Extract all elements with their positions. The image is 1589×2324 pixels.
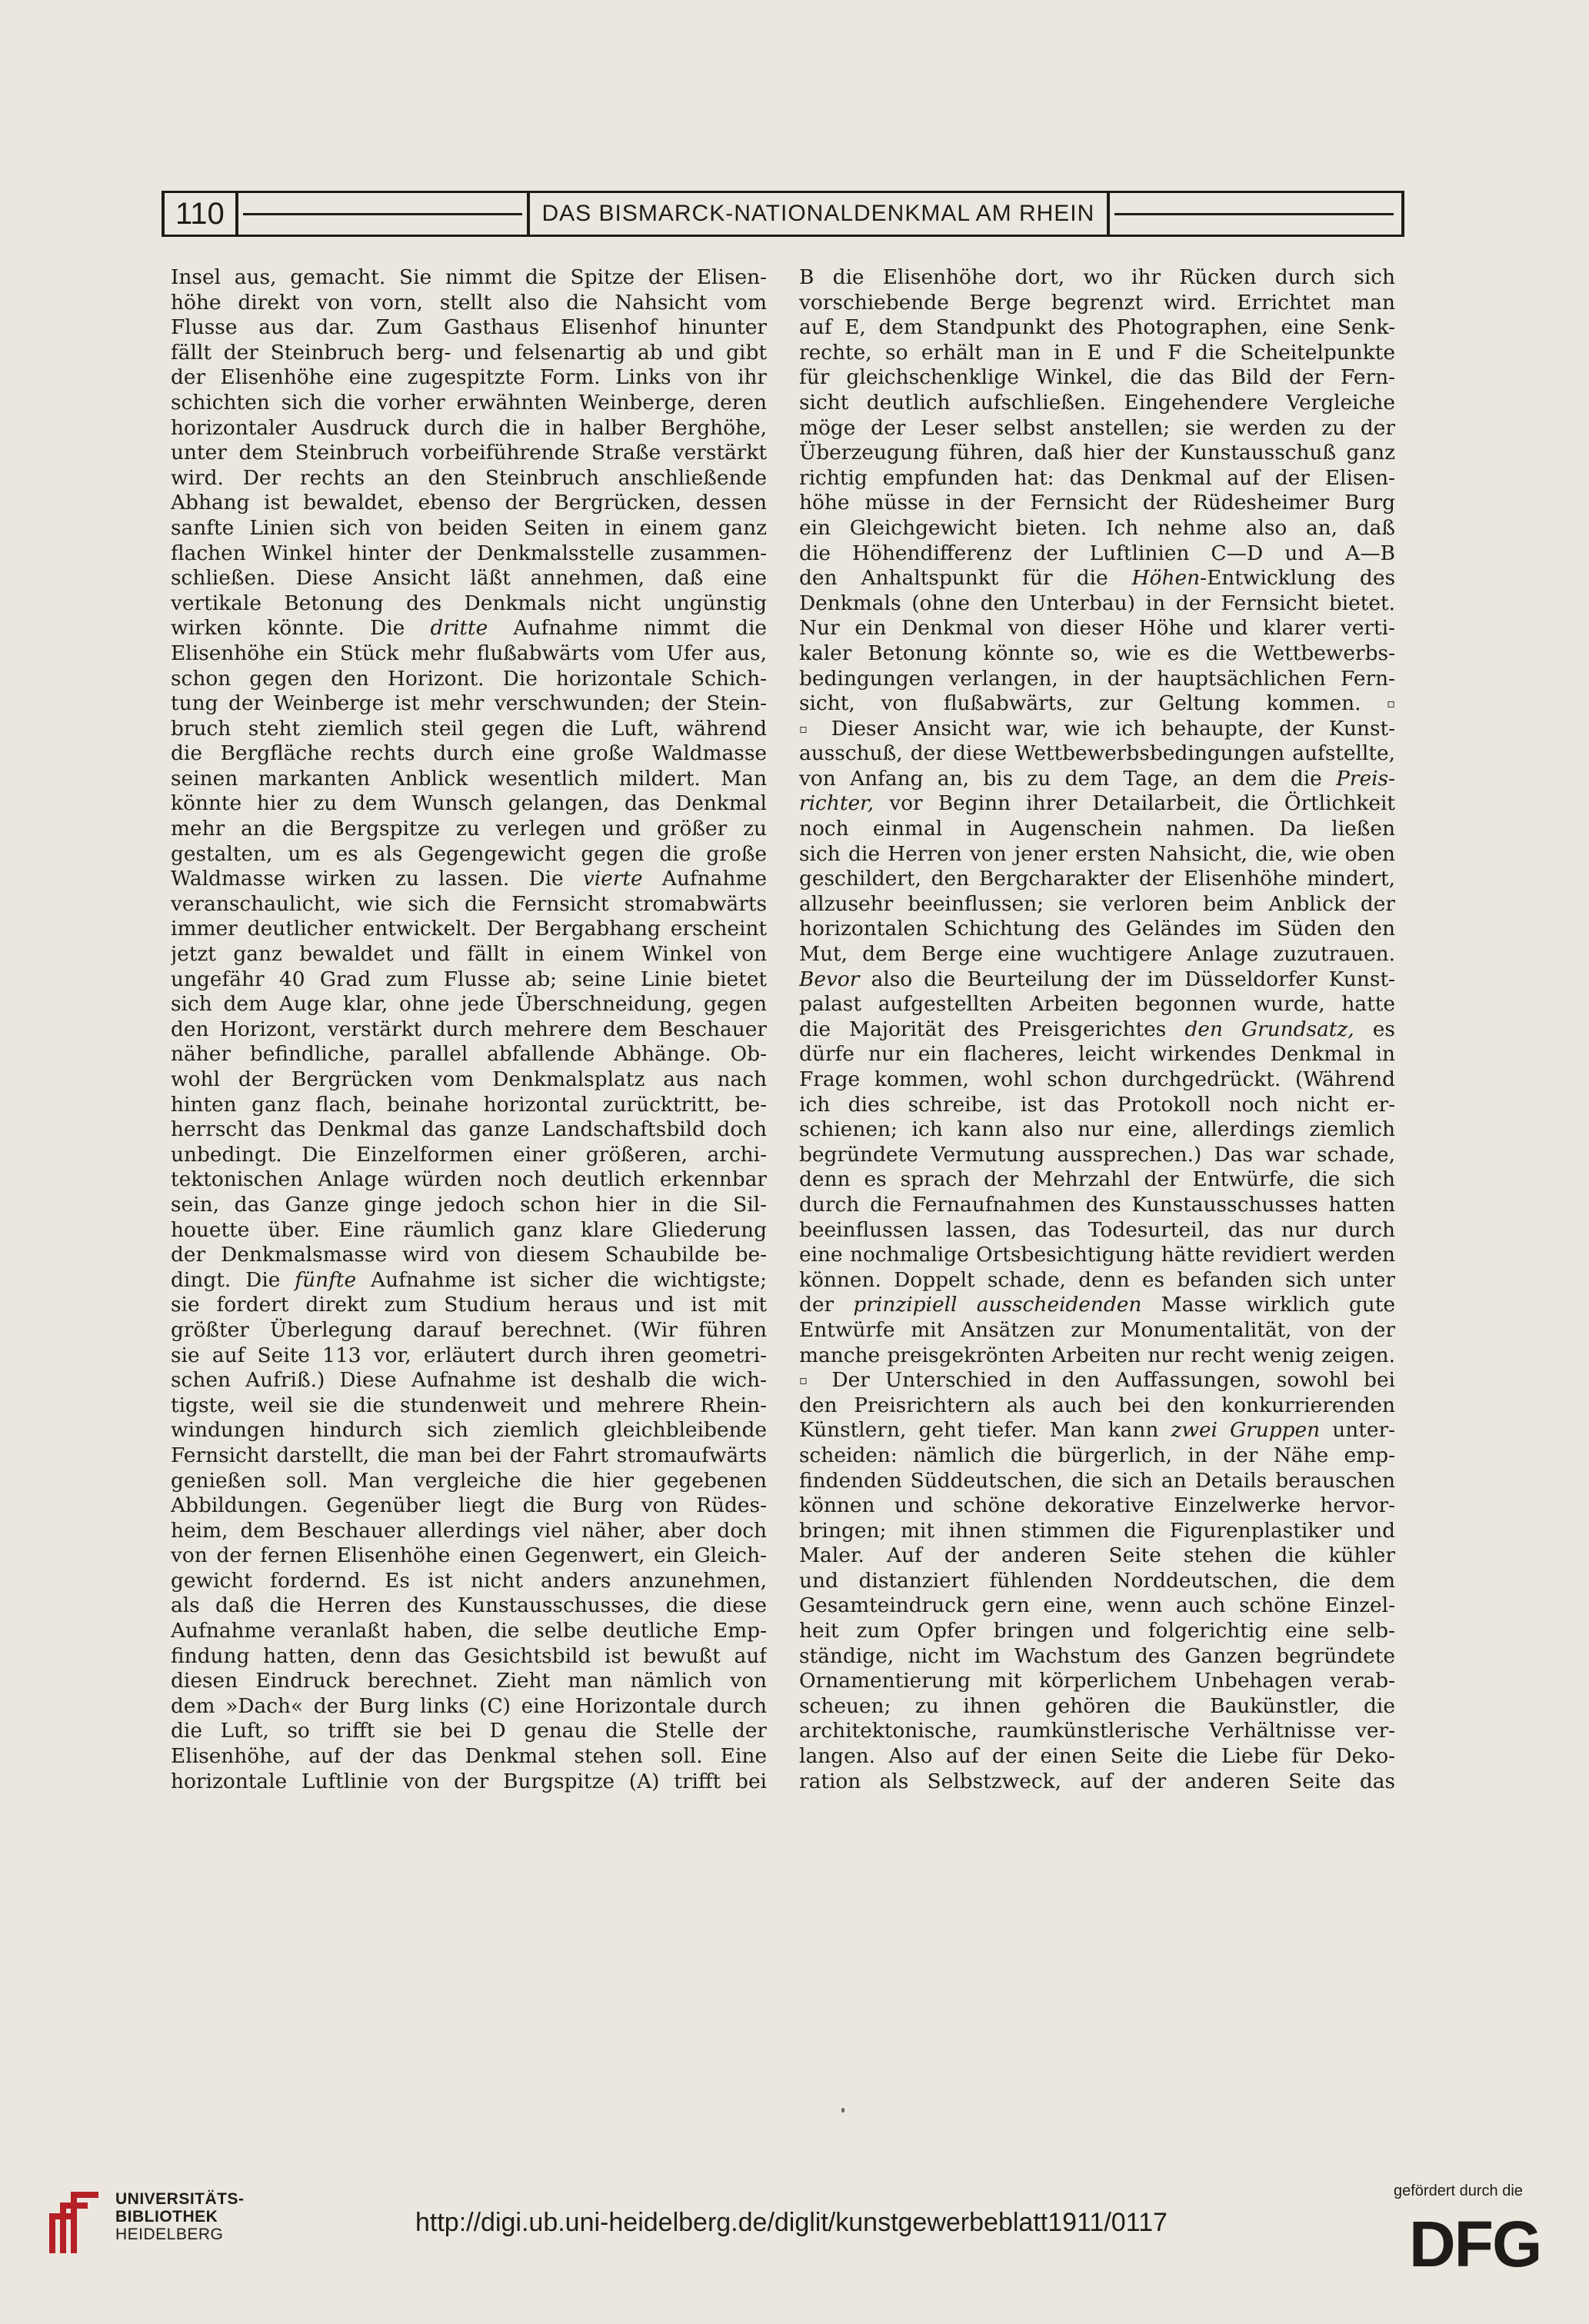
text-line: dingt. Die fünfte Aufnahme ist sicher die wichtigste; <box>171 1267 767 1292</box>
text-line: horizontalen Schichtung des Geländes im Süden den <box>799 917 1395 941</box>
text-line: den Anhaltspunkt für die Höhen-Entwicklung des <box>799 566 1395 591</box>
text-line: Frage kommen, wohl schon durchgedrückt. (Während <box>799 1067 1395 1091</box>
header-rule-right <box>1114 213 1394 215</box>
text-line: bringen; mit ihnen stimmen die Figurenplastiker und <box>799 1518 1395 1543</box>
text-line: ein Gleichgewicht bieten. Ich nehme also an, daß <box>799 515 1395 540</box>
text-line: Abhang ist bewaldet, ebenso der Bergrücken, dessen <box>171 491 767 515</box>
text-line: scheiden: nämlich die bürgerlich, in der Nähe emp- <box>799 1443 1395 1467</box>
text-line: houette über. Eine räumlich ganz klare Gliederung <box>171 1217 767 1242</box>
library-name-line2: BIBLIOTHEK <box>115 2208 218 2226</box>
text-line: genießen soll. Man vergleiche die hier gegebenen <box>171 1468 767 1493</box>
text-line: B die Elisenhöhe dort, wo ihr Rücken durch sich <box>799 265 1395 289</box>
text-line: veranschaulicht, wie sich die Fernsicht stromabwärts <box>171 891 767 916</box>
text-line: seinen markanten Anblick wesentlich mildert. Man <box>171 766 767 791</box>
text-line: ration als Selbstzweck, auf der anderen Seite das <box>799 1769 1395 1793</box>
text-line: auf E, dem Standpunkt des Photographen, eine Senk- <box>799 315 1395 340</box>
text-line: Abbildungen. Gegenüber liegt die Burg von Rüdes- <box>171 1493 767 1518</box>
text-line: Gesamteindruck gern eine, wenn auch schöne Einzel- <box>799 1593 1395 1618</box>
text-line: noch einmal in Augenschein nahmen. Da ließen <box>799 817 1395 841</box>
text-line: Elisenhöhe, auf der das Denkmal stehen soll. Eine <box>171 1744 767 1769</box>
text-line: windungen hindurch sich ziemlich gleichbleibende <box>171 1418 767 1443</box>
text-line: scheuen; zu ihnen gehören die Baukünstler, die <box>799 1693 1395 1718</box>
text-line: die Majorität des Preisgerichtes den Grundsatz, es <box>799 1017 1395 1041</box>
text-line: wirken könnte. Die dritte Aufnahme nimmt die <box>171 616 767 641</box>
text-line: richtig empfunden hat: das Denkmal auf der Elisen- <box>799 465 1395 490</box>
text-line: bruch steht ziemlich steil gegen die Luft, während <box>171 716 767 741</box>
funding-caption: gefördert durch die <box>1394 2182 1523 2199</box>
text-line: ausschuß, der diese Wettbewerbsbedingungen aufstellte, <box>799 741 1395 766</box>
text-line: schichten sich die vorher erwähnten Weinberge, deren <box>171 390 767 415</box>
text-line: von Anfang an, bis zu dem Tage, an dem die Preis- <box>799 766 1395 791</box>
digitization-footer <box>0 2182 1589 2324</box>
text-line: Insel aus, gemacht. Sie nimmt die Spitze der Elisen- <box>171 265 767 289</box>
text-line: bedingungen verlangen, in der hauptsächlichen Fern- <box>799 666 1395 691</box>
text-line: der prinzipiell ausscheidenden Masse wirklich gute <box>799 1293 1395 1317</box>
text-line: herrscht das Denkmal das ganze Landschaftsbild doch <box>171 1117 767 1142</box>
text-line: langen. Also auf der einen Seite die Liebe für Deko- <box>799 1744 1395 1769</box>
text-line: höhe direkt von vorn, stellt also die Nahsicht vom <box>171 290 767 315</box>
header-rule-left <box>243 213 522 215</box>
text-line: unter dem Steinbruch vorbeiführende Straße verstärkt <box>171 441 767 465</box>
text-line: der Elisenhöhe eine zugespitzte Form. Links von ihr <box>171 365 767 390</box>
text-line: dem »Dach« der Burg links (C) eine Horizontale durch <box>171 1693 767 1718</box>
text-line: Künstlern, geht tiefer. Man kann zwei Gruppen unter- <box>799 1418 1395 1443</box>
text-line: begründete Vermutung aussprechen.) Das war schade, <box>799 1142 1395 1167</box>
text-line: tektonischen Anlage würden noch deutlich erkennbar <box>171 1167 767 1192</box>
text-line: sie fordert direkt zum Studium heraus und ist mit <box>171 1293 767 1317</box>
text-column-left <box>171 265 767 1794</box>
text-line: Überzeugung führen, daß hier der Kunstausschuß ganz <box>799 441 1395 465</box>
text-line: diesen Eindruck berechnet. Zieht man nämlich von <box>171 1669 767 1693</box>
library-name-line1: UNIVERSITÄTS- <box>115 2190 245 2208</box>
text-line: palast aufgestellten Arbeiten begonnen wurde, hatte <box>799 992 1395 1017</box>
page-number: 110 <box>162 193 238 235</box>
text-line: ständige, nicht im Wachstum des Ganzen begründete <box>799 1643 1395 1668</box>
text-line: Entwürfe mit Ansätzen zur Monumentalität, von der <box>799 1317 1395 1342</box>
text-line: schienen; ich kann also nur eine, allerdings ziemlich <box>799 1117 1395 1142</box>
text-line: schließen. Diese Ansicht läßt annehmen, daß eine <box>171 566 767 591</box>
text-line: richter, vor Beginn ihrer Detailarbeit, die Örtlichkeit <box>799 791 1395 816</box>
text-line: horizontaler Ausdruck durch die in halber Berghöhe, <box>171 415 767 440</box>
text-line: sanfte Linien sich von beiden Seiten in einem ganz <box>171 515 767 540</box>
text-line: beeinflussen lassen, das Todesurteil, das nur durch <box>799 1217 1395 1242</box>
text-line: ungefähr 40 Grad zum Flusse ab; seine Linie bietet <box>171 967 767 991</box>
library-name <box>115 2190 245 2243</box>
text-line: geschildert, den Bergcharakter der Elisenhöhe mindert, <box>799 867 1395 891</box>
text-column-right <box>799 265 1395 1794</box>
text-line: findung hatten, denn das Gesichtsbild ist bewußt auf <box>171 1643 767 1668</box>
text-line: Flusse aus dar. Zum Gasthaus Elisenhof hinunter <box>171 315 767 340</box>
text-line: horizontale Luftlinie von der Burgspitze (A) trifft bei <box>171 1769 767 1793</box>
text-line: möge der Leser selbst anstellen; sie werden zu der <box>799 415 1395 440</box>
dfg-logo-icon: DFG <box>1409 2208 1541 2280</box>
text-line: sicht deutlich aufschließen. Eingehendere Vergleiche <box>799 390 1395 415</box>
text-line: Elisenhöhe ein Stück mehr flußabwärts vom Ufer aus, <box>171 641 767 665</box>
text-line: näher befindliche, parallel abfallende Abhänge. Ob- <box>171 1042 767 1067</box>
text-line: den Preisrichtern als auch bei den konkurrierenden <box>799 1393 1395 1417</box>
text-line: heim, dem Beschauer allerdings viel näher, aber doch <box>171 1518 767 1543</box>
text-line: höhe müsse in der Fernsicht der Rüdesheimer Burg <box>799 491 1395 515</box>
text-line: Nur ein Denkmal von dieser Höhe und klarer verti- <box>799 616 1395 641</box>
text-line: Aufnahme veranlaßt haben, die selbe deutliche Emp- <box>171 1619 767 1643</box>
text-line: gewicht fordernd. Es ist nicht anders anzunehmen, <box>171 1568 767 1593</box>
text-line: durch die Fernaufnahmen des Kunstausschusses hatten <box>799 1192 1395 1217</box>
university-library-logo-icon <box>40 2187 103 2258</box>
text-line: der Denkmalsmasse wird von diesem Schaubilde be- <box>171 1243 767 1267</box>
text-line: den Horizont, verstärkt durch mehrere dem Beschauer <box>171 1017 767 1041</box>
text-line: Ornamentierung mit körperlichem Unbehagen verab- <box>799 1669 1395 1693</box>
text-line: denn es sprach der Mehrzahl der Entwürfe, die sich <box>799 1167 1395 1192</box>
text-line: sich die Herren von jener ersten Nahsicht, die, wie oben <box>799 841 1395 866</box>
text-line: hinten ganz flach, beinahe horizontal zurücktritt, be- <box>171 1092 767 1117</box>
text-line: fällt der Steinbruch berg- und felsenartig ab und gibt <box>171 340 767 365</box>
text-line: schon gegen den Horizont. Die horizontale Schich- <box>171 666 767 691</box>
running-title: DAS BISMARCK-NATIONALDENKMAL AM RHEIN <box>527 193 1111 235</box>
library-name-line3: HEIDELBERG <box>115 2226 224 2243</box>
text-line: die Bergfläche rechts durch eine große Waldmasse <box>171 741 767 766</box>
text-line: findenden Süddeutschen, die sich an Details berauschen <box>799 1468 1395 1493</box>
text-line: können und schöne dekorative Einzelwerke hervor- <box>799 1493 1395 1518</box>
text-line: manche preisgekrönten Arbeiten nur recht wenig zeigen. <box>799 1343 1395 1367</box>
text-line: Bevor also die Beurteilung der im Düsseldorfer Kunst- <box>799 967 1395 991</box>
text-line: die Höhendifferenz der Luftlinien C—D und A—B <box>799 541 1395 565</box>
text-line: Fernsicht darstellt, die man bei der Fahrt stromaufwärts <box>171 1443 767 1467</box>
text-line: sein, das Ganze ginge jedoch schon hier in die Sil- <box>171 1192 767 1217</box>
text-line: von der fernen Elisenhöhe einen Gegenwert, ein Gleich- <box>171 1543 767 1568</box>
text-line: größter Überlegung darauf berechnet. (Wir führen <box>171 1317 767 1342</box>
text-line: können. Doppelt schade, denn es befanden sich unter <box>799 1267 1395 1292</box>
text-line: wird. Der rechts an den Steinbruch anschließende <box>171 465 767 490</box>
text-line: tigste, weil sie die stundenweit und mehrere Rhein- <box>171 1393 767 1417</box>
source-url-link[interactable]: http://digi.ub.uni-heidelberg.de/diglit/kunstgewerbeblatt1911/0117 <box>415 2208 1168 2237</box>
text-line: dürfe nur ein flacheres, leicht wirkendes Denkmal in <box>799 1042 1395 1067</box>
text-line: Waldmasse wirken zu lassen. Die vierte Aufnahme <box>171 867 767 891</box>
ink-speck <box>841 2108 844 2113</box>
text-line: unbedingt. Die Einzelformen einer größeren, archi- <box>171 1142 767 1167</box>
text-line: allzusehr beeinflussen; sie verloren beim Anblick der <box>799 891 1395 916</box>
text-line: eine nochmalige Ortsbesichtigung hätte revidiert werden <box>799 1243 1395 1267</box>
text-line: die Luft, so trifft sie bei D genau die Stelle der <box>171 1719 767 1743</box>
text-line: rechte, so erhält man in E und F die Scheitelpunkte <box>799 340 1395 365</box>
text-line: gestalten, um es als Gegengewicht gegen die große <box>171 841 767 866</box>
text-line: könnte hier zu dem Wunsch gelangen, das Denkmal <box>171 791 767 816</box>
text-line: wohl der Bergrücken vom Denkmalsplatz aus nach <box>171 1067 767 1091</box>
text-line: als daß die Herren des Kunstausschusses, die diese <box>171 1593 767 1618</box>
running-header <box>162 191 1404 237</box>
header-rule-end <box>1398 193 1404 235</box>
text-line: ▫ Dieser Ansicht war, wie ich behaupte, der Kunst- <box>799 716 1395 741</box>
text-line: ich dies schreibe, ist das Protokoll noch nicht er- <box>799 1092 1395 1117</box>
text-line: schen Aufriß.) Diese Aufnahme ist deshalb die wich- <box>171 1368 767 1393</box>
text-line: flachen Winkel hinter der Denkmalsstelle zusammen- <box>171 541 767 565</box>
text-line: kaler Betonung könnte so, wie es die Wettbewerbs- <box>799 641 1395 665</box>
text-line: Mut, dem Berge eine wuchtigere Anlage zuzutrauen. <box>799 942 1395 967</box>
text-line: für gleichschenklige Winkel, die das Bild der Fern- <box>799 365 1395 390</box>
text-line: vertikale Betonung des Denkmals nicht ungünstig <box>171 591 767 615</box>
text-line: tung der Weinberge ist mehr verschwunden; der Stein- <box>171 691 767 716</box>
text-line: immer deutlicher entwickelt. Der Bergabhang erscheint <box>171 917 767 941</box>
text-line: Maler. Auf der anderen Seite stehen die kühler <box>799 1543 1395 1568</box>
text-line: und distanziert fühlenden Norddeutschen, die dem <box>799 1568 1395 1593</box>
text-line: Denkmals (ohne den Unterbau) in der Fernsicht bietet. <box>799 591 1395 615</box>
text-line: sicht, von flußabwärts, zur Geltung kommen. ▫ <box>799 691 1395 716</box>
text-line: sich dem Auge klar, ohne jede Überschneidung, gegen <box>171 992 767 1017</box>
text-line: heit zum Opfer bringen und folgerichtig eine selb- <box>799 1619 1395 1643</box>
text-line: mehr an die Bergspitze zu verlegen und größer zu <box>171 817 767 841</box>
text-line: sie auf Seite 113 vor, erläutert durch ihren geometri- <box>171 1343 767 1367</box>
text-line: architektonische, raumkünstlerische Verhältnisse ver- <box>799 1719 1395 1743</box>
text-line: jetzt ganz bewaldet und fällt in einem Winkel von <box>171 942 767 967</box>
text-line: vorschiebende Berge begrenzt wird. Errichtet man <box>799 290 1395 315</box>
text-line: ▫ Der Unterschied in den Auffassungen, sowohl bei <box>799 1368 1395 1393</box>
